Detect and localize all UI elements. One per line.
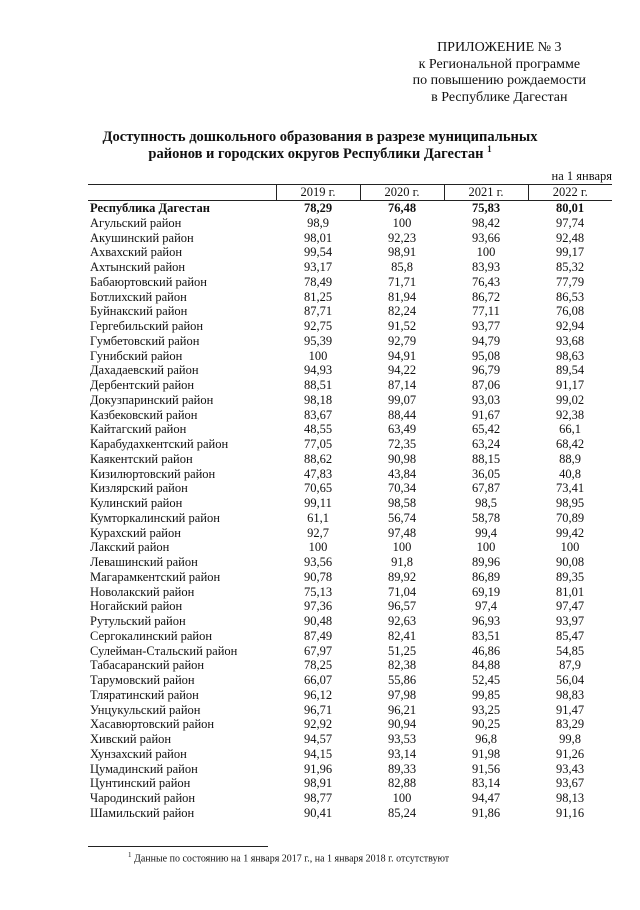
table-row: [88, 688, 612, 703]
value-cell: 94,47: [471, 791, 501, 805]
value-cell: 93,77: [471, 319, 501, 333]
title-line-text: районов и городских округов Республики Дагестан: [148, 146, 484, 162]
table-row: [88, 290, 612, 305]
district-name: Шамильский район: [90, 805, 195, 820]
district-name: Кизлярский район: [90, 481, 188, 496]
value-cell: 98,13: [555, 791, 585, 805]
value-cell: 58,78: [471, 510, 501, 525]
title-line: [60, 146, 580, 163]
district-name: Ахтынский район: [90, 260, 186, 274]
value-cell: 63,24: [471, 437, 501, 451]
value-cell: 93,53: [387, 732, 417, 746]
footnote-rule: [88, 846, 268, 847]
district-name: Дербентский район: [90, 378, 195, 392]
value-cell: 97,36: [303, 599, 333, 614]
value-cell: 91,26: [555, 746, 585, 761]
district-name: Каякентский район: [90, 451, 193, 466]
value-cell: 93,67: [555, 776, 585, 791]
value-cell: 87,49: [303, 628, 333, 643]
value-cell: 63,49: [387, 422, 417, 437]
value-cell: 43,84: [387, 466, 417, 481]
value-cell: 98,42: [471, 215, 501, 230]
value-cell: 86,72: [471, 289, 501, 304]
document-title: [60, 129, 580, 163]
value-cell: 94,93: [303, 363, 333, 378]
table-row: [88, 585, 612, 600]
table-row: [88, 555, 612, 570]
table-row: [88, 762, 612, 777]
value-cell: 99,42: [555, 525, 585, 540]
value-cell: 83,14: [471, 776, 501, 791]
title-footnote-mark: 1: [487, 144, 492, 155]
value-cell: 52,45: [471, 673, 501, 687]
table-row: [88, 467, 612, 482]
value-cell: 97,48: [387, 525, 417, 540]
district-name: Тарумовский район: [90, 673, 195, 687]
value-cell: 67,97: [303, 643, 333, 658]
value-cell: 93,03: [471, 392, 501, 407]
table-row: [88, 732, 612, 747]
district-name: Докузпаринский район: [90, 392, 214, 407]
value-cell: 78,49: [303, 274, 333, 289]
value-cell: 75,13: [303, 584, 333, 599]
value-cell: 100: [392, 215, 412, 230]
table-row: [88, 363, 612, 378]
value-cell: 85,32: [555, 260, 585, 274]
value-cell: 51,25: [387, 643, 417, 658]
table-row: [88, 703, 612, 718]
value-cell: 96,79: [471, 363, 501, 378]
district-name: Лакский район: [90, 540, 170, 555]
table-row: [88, 717, 612, 732]
value-cell: 96,21: [387, 702, 417, 717]
value-cell: 99,4: [475, 525, 497, 540]
table-row: [88, 747, 612, 762]
table-row: [88, 422, 612, 437]
district-name: Кулинский район: [90, 496, 183, 510]
table-row: [88, 334, 612, 349]
footnote-mark: 1: [128, 851, 132, 859]
table-row: [88, 658, 612, 673]
value-cell: 98,5: [475, 496, 497, 510]
value-cell: 81,01: [555, 584, 585, 599]
table-row: [88, 408, 612, 423]
value-cell: 91,8: [391, 555, 413, 569]
value-cell: 97,74: [555, 215, 585, 230]
footnote-text: Данные по состоянию на 1 января 2017 г., на 1 января 2018 г. отсутствуют: [134, 853, 450, 865]
value-cell: 88,9: [559, 451, 581, 466]
value-cell: 97,4: [475, 599, 497, 614]
value-cell: 56,74: [387, 510, 417, 525]
table-row: [88, 481, 612, 496]
district-name: Гумбетовский район: [90, 333, 200, 348]
value-cell: 98,83: [555, 687, 585, 702]
value-cell: 83,67: [303, 407, 333, 422]
value-cell: 90,78: [303, 569, 333, 584]
district-name: Унцукульский район: [90, 702, 201, 717]
value-cell: 98,18: [303, 392, 333, 407]
value-cell: 54,85: [555, 643, 585, 658]
value-cell: 92,79: [387, 333, 417, 348]
value-cell: 89,92: [387, 569, 417, 584]
table-row: [88, 452, 612, 467]
value-cell: 93,14: [387, 746, 417, 761]
district-name: Курахский район: [90, 525, 181, 540]
table-row: [88, 776, 612, 791]
value-cell: 89,96: [471, 555, 501, 569]
table-row: [88, 378, 612, 393]
value-cell: 100: [560, 540, 580, 555]
value-cell: 98,01: [303, 230, 333, 245]
value-cell: 76,48: [387, 201, 417, 215]
value-cell: 91,98: [471, 746, 501, 761]
district-name: Ногайский район: [90, 599, 183, 614]
district-name: Сергокалинский район: [90, 628, 213, 643]
value-cell: 70,89: [555, 510, 585, 525]
value-cell: 71,71: [387, 274, 417, 289]
value-cell: 93,25: [471, 702, 501, 717]
district-name: Магарамкентский район: [90, 569, 221, 584]
value-cell: 70,65: [303, 481, 333, 496]
appendix-number: ПРИЛОЖЕНИЕ № 3: [437, 40, 562, 55]
value-cell: 89,33: [387, 761, 417, 776]
value-cell: 90,48: [303, 614, 333, 628]
district-name: Республика Дагестан: [90, 201, 210, 215]
value-cell: 90,94: [387, 717, 417, 732]
district-name: Хасавюртовский район: [90, 717, 215, 732]
district-name: Акушинский район: [90, 230, 194, 245]
value-cell: 99,07: [387, 392, 417, 407]
value-cell: 88,15: [471, 451, 501, 466]
value-cell: 93,97: [555, 614, 585, 628]
district-name: Цунтинский район: [90, 776, 191, 791]
value-cell: 85,24: [387, 805, 417, 820]
value-cell: 46,86: [471, 643, 501, 658]
value-cell: 77,11: [472, 304, 500, 319]
value-cell: 92,63: [387, 614, 417, 628]
district-name: Хунзахский район: [90, 746, 187, 761]
value-cell: 96,57: [387, 599, 417, 614]
table-body: [88, 201, 612, 821]
header-year: 2022 г.: [528, 185, 612, 201]
table-row: [88, 614, 612, 629]
district-name: Левашинский район: [90, 555, 198, 569]
value-cell: 87,71: [303, 304, 333, 319]
value-cell: 96,93: [471, 614, 501, 628]
value-cell: 80,01: [555, 201, 585, 215]
value-cell: 98,9: [307, 215, 329, 230]
header-year: 2020 г.: [360, 185, 444, 201]
district-name: Бабаюртовский район: [90, 274, 207, 289]
table-row: [88, 349, 612, 364]
value-cell: 40,8: [559, 466, 581, 481]
table-row: [88, 216, 612, 231]
value-cell: 98,95: [555, 496, 585, 510]
value-cell: 97,98: [387, 687, 417, 702]
table-row: [88, 526, 612, 541]
value-cell: 67,87: [471, 481, 501, 496]
table-row: [88, 629, 612, 644]
value-cell: 85,8: [391, 260, 413, 274]
value-cell: 89,35: [555, 569, 585, 584]
value-cell: 71,04: [387, 584, 417, 599]
appendix-line: в Республике Дагестан: [431, 89, 568, 105]
district-name: Чародинский район: [90, 791, 196, 805]
table-row: [88, 393, 612, 408]
value-cell: 93,56: [303, 555, 333, 569]
value-cell: 66,07: [303, 673, 333, 687]
table-row: [88, 275, 612, 290]
footnote: [128, 851, 449, 864]
value-cell: 88,62: [303, 451, 333, 466]
value-cell: 91,86: [471, 805, 501, 820]
value-cell: 76,08: [555, 304, 585, 319]
value-cell: 99,02: [555, 392, 585, 407]
value-cell: 99,54: [303, 245, 333, 260]
appendix-heading: [413, 40, 586, 106]
value-cell: 95,08: [471, 348, 501, 363]
district-name: Карабудахкентский район: [90, 437, 229, 451]
value-cell: 100: [308, 540, 328, 555]
value-cell: 76,43: [471, 274, 501, 289]
table-row: [88, 260, 612, 275]
value-cell: 96,8: [475, 732, 497, 746]
value-cell: 88,51: [303, 378, 333, 392]
value-cell: 65,42: [471, 422, 501, 437]
value-cell: 82,38: [387, 658, 417, 673]
value-cell: 100: [308, 348, 328, 363]
district-name: Цумадинский район: [90, 761, 198, 776]
table-row: [88, 599, 612, 614]
table-row: [88, 570, 612, 585]
appendix-line: к Региональной программе: [418, 56, 581, 72]
table-row: [88, 791, 612, 806]
table-row: [88, 201, 612, 216]
district-name: Тляратинский район: [90, 687, 199, 702]
title-line: Доступность дошкольного образования в разрезе муниципальных: [102, 129, 538, 145]
value-cell: 92,23: [387, 230, 417, 245]
value-cell: 61,1: [307, 510, 329, 525]
value-cell: 88,44: [387, 407, 417, 422]
value-cell: 95,39: [303, 333, 333, 348]
value-cell: 97,47: [555, 599, 585, 614]
value-cell: 66,1: [559, 422, 581, 437]
value-cell: 83,51: [471, 628, 501, 643]
value-cell: 93,43: [555, 761, 585, 776]
value-cell: 92,94: [555, 319, 585, 333]
district-name: Сулейман-Стальский район: [90, 643, 238, 658]
value-cell: 82,41: [387, 628, 417, 643]
value-cell: 99,11: [304, 496, 332, 510]
district-name: Кизилюртовский район: [90, 466, 216, 481]
value-cell: 85,47: [555, 628, 585, 643]
table-row: [88, 644, 612, 659]
value-cell: 77,05: [303, 437, 333, 451]
district-name: Ахвахский район: [90, 245, 183, 260]
value-cell: 92,7: [307, 525, 329, 540]
value-cell: 94,79: [471, 333, 501, 348]
value-cell: 96,71: [303, 702, 333, 717]
value-cell: 73,41: [555, 481, 585, 496]
value-cell: 90,98: [387, 451, 417, 466]
value-cell: 70,34: [387, 481, 417, 496]
value-cell: 98,91: [303, 776, 333, 791]
district-name: Рутульский район: [90, 614, 186, 628]
value-cell: 100: [392, 540, 412, 555]
table-row: [88, 231, 612, 246]
value-cell: 78,29: [303, 201, 333, 215]
value-cell: 68,42: [555, 437, 585, 451]
district-name: Хивский район: [90, 732, 172, 746]
table-row: [88, 496, 612, 511]
district-name: Казбековский район: [90, 407, 198, 422]
value-cell: 100: [476, 540, 496, 555]
value-cell: 91,67: [471, 407, 501, 422]
district-name: Гунибский район: [90, 348, 183, 363]
value-cell: 91,47: [555, 702, 585, 717]
value-cell: 91,96: [303, 761, 333, 776]
value-cell: 81,94: [387, 289, 417, 304]
value-cell: 99,85: [471, 687, 501, 702]
table-row: [88, 673, 612, 688]
availability-table: [88, 185, 612, 821]
value-cell: 91,16: [555, 805, 585, 820]
value-cell: 96,12: [303, 687, 333, 702]
value-cell: 92,92: [303, 717, 333, 732]
value-cell: 93,17: [303, 260, 333, 274]
value-cell: 77,79: [555, 274, 585, 289]
value-cell: 92,48: [555, 230, 585, 245]
value-cell: 92,75: [303, 319, 333, 333]
table-row: [88, 437, 612, 452]
district-name: Буйнакский район: [90, 304, 188, 319]
value-cell: 93,68: [555, 333, 585, 348]
value-cell: 99,17: [555, 245, 585, 260]
value-cell: 86,53: [555, 289, 585, 304]
value-cell: 69,19: [471, 584, 501, 599]
value-cell: 98,91: [387, 245, 417, 260]
value-cell: 82,24: [387, 304, 417, 319]
table-header-row: [88, 185, 612, 201]
value-cell: 91,17: [555, 378, 585, 392]
value-cell: 92,38: [555, 407, 585, 422]
district-name: Новолакский район: [90, 584, 195, 599]
district-name: Кумторкалинский район: [90, 510, 220, 525]
value-cell: 94,15: [303, 746, 333, 761]
value-cell: 84,88: [471, 658, 501, 673]
value-cell: 90,08: [555, 555, 585, 569]
value-cell: 98,63: [555, 348, 585, 363]
value-cell: 87,14: [387, 378, 417, 392]
value-cell: 91,56: [471, 761, 501, 776]
value-cell: 93,66: [471, 230, 501, 245]
value-cell: 90,41: [303, 805, 333, 820]
value-cell: 99,8: [559, 732, 581, 746]
value-cell: 81,25: [303, 289, 333, 304]
header-blank: [88, 185, 276, 201]
district-name: Агульский район: [90, 215, 182, 230]
district-name: Ботлихский район: [90, 289, 187, 304]
value-cell: 47,83: [303, 466, 333, 481]
value-cell: 100: [476, 245, 496, 260]
value-cell: 78,25: [303, 658, 333, 673]
district-name: Кайтагский район: [90, 422, 187, 437]
value-cell: 87,06: [471, 378, 501, 392]
value-cell: 100: [392, 791, 412, 805]
table-row: [88, 319, 612, 334]
value-cell: 56,04: [555, 673, 585, 687]
value-cell: 83,93: [471, 260, 501, 274]
header-year: 2019 г.: [276, 185, 360, 201]
value-cell: 89,54: [555, 363, 585, 378]
value-cell: 91,52: [387, 319, 417, 333]
value-cell: 72,35: [387, 437, 417, 451]
appendix-line: по повышению рождаемости: [412, 73, 586, 88]
table-row: [88, 540, 612, 555]
value-cell: 75,83: [471, 201, 501, 215]
value-cell: 98,58: [387, 496, 417, 510]
value-cell: 87,9: [559, 658, 581, 673]
district-name: Гергебильский район: [90, 319, 204, 333]
table-row: [88, 245, 612, 260]
district-name: Табасаранский район: [90, 658, 205, 673]
value-cell: 94,22: [387, 363, 417, 378]
value-cell: 94,57: [303, 732, 333, 746]
table-row: [88, 304, 612, 319]
header-year: 2021 г.: [444, 185, 528, 201]
value-cell: 83,29: [555, 717, 585, 732]
value-cell: 36,05: [471, 466, 501, 481]
value-cell: 90,25: [471, 717, 501, 732]
value-cell: 82,88: [387, 776, 417, 791]
district-name: Дахадаевский район: [90, 363, 199, 378]
table-row: [88, 511, 612, 526]
value-cell: 55,86: [387, 673, 417, 687]
value-cell: 94,91: [387, 348, 417, 363]
value-cell: 48,55: [303, 422, 333, 437]
table-row: [88, 806, 612, 821]
value-cell: 86,89: [471, 569, 501, 584]
value-cell: 98,77: [303, 791, 333, 805]
as-of-label: на 1 января: [551, 169, 612, 183]
